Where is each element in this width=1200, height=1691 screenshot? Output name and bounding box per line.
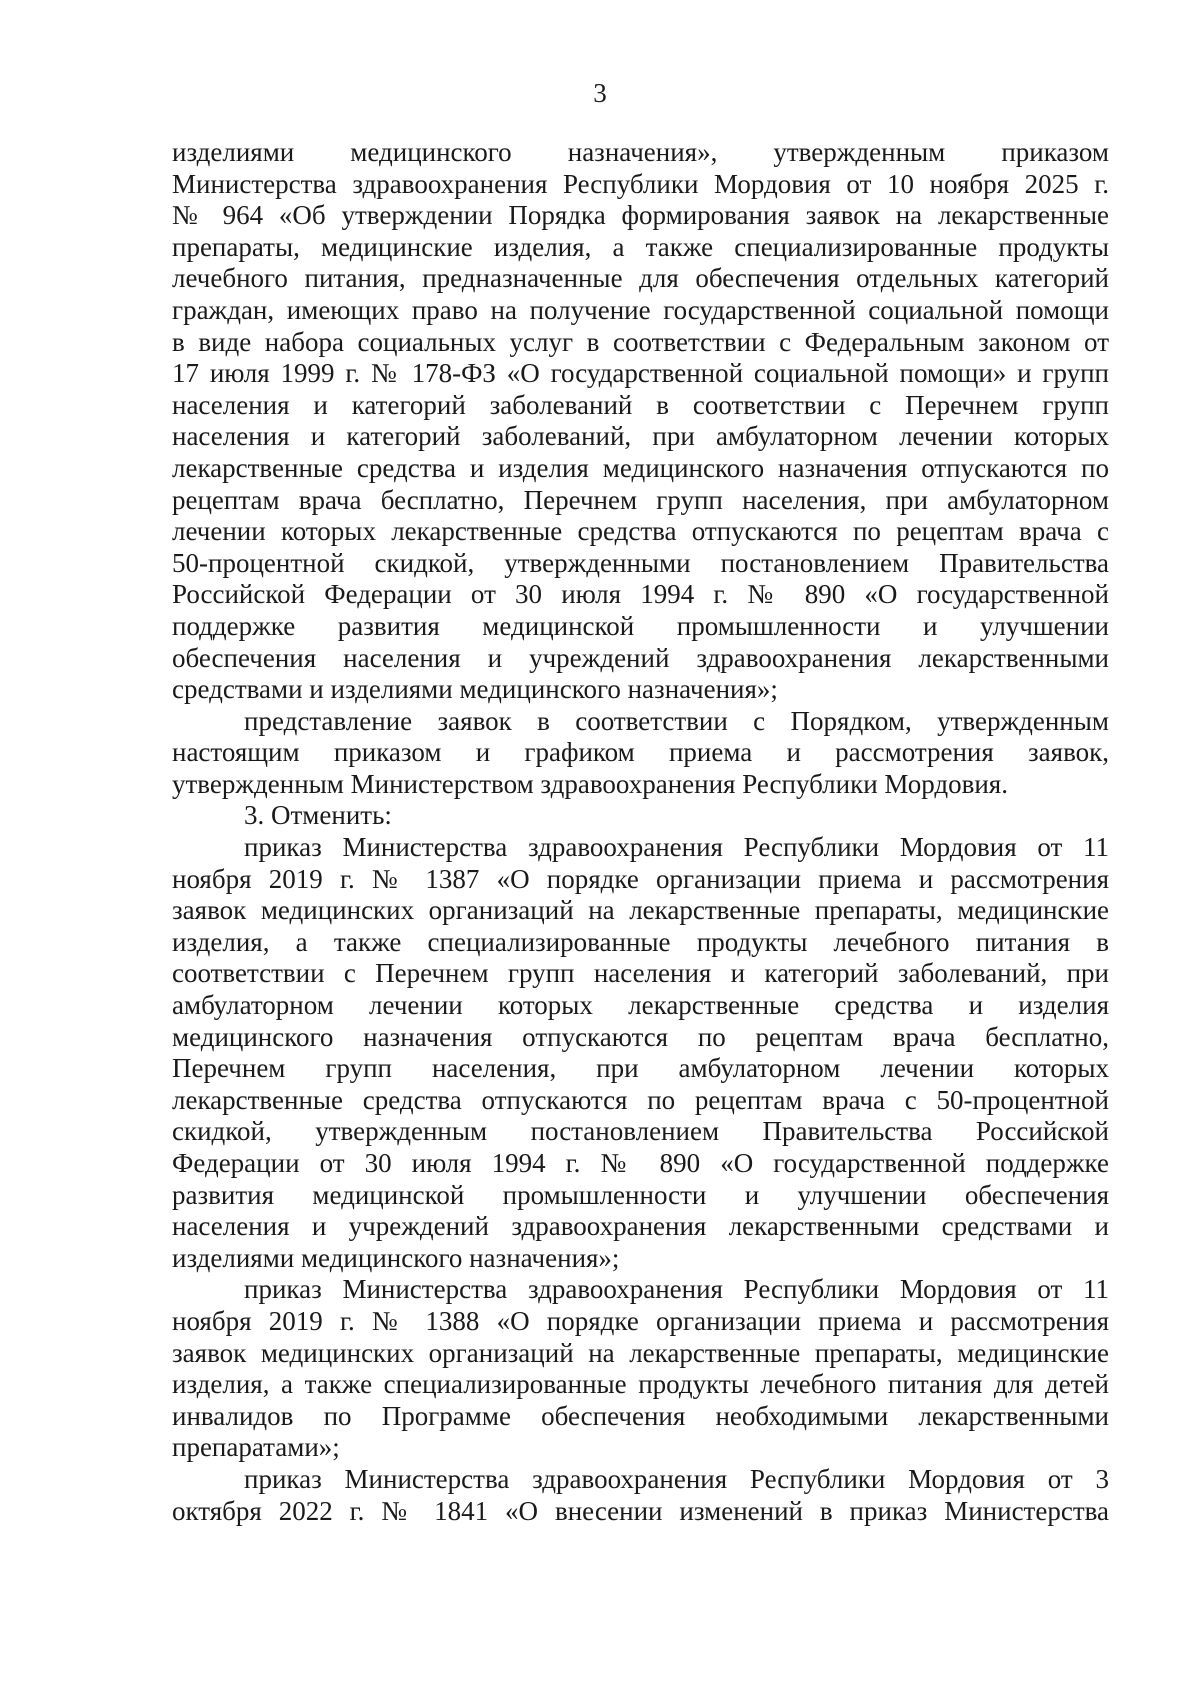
text-line: населения и категорий заболеваний, при амбулаторном лечении которых: [172, 421, 1109, 452]
text-line: соответствии с Перечнем групп населения и категорий заболеваний, при: [172, 958, 1109, 989]
text-line: инвалидов по Программе обеспечения необходимыми лекарственными: [172, 1400, 1109, 1431]
text-line: препаратами»;: [172, 1432, 340, 1463]
text-line: приказ Министерства здравоохранения Республики Мордовия от 3: [244, 1463, 1109, 1494]
text-line: развития медицинской промышленности и улучшении обеспечения: [172, 1179, 1109, 1210]
text-line: Федерации от 30 июля 1994 г. № 890 «О государственной поддержке: [172, 1148, 1109, 1178]
text-line: лекарственные средства отпускаются по рецептам врача с 50-процентной: [172, 1084, 1109, 1115]
text-line: изделия, а также специализированные продукты лечебного питания в: [172, 926, 1109, 957]
text-line: изделия, а также специализированные продукты лечебного питания для детей: [172, 1369, 1109, 1400]
text-line: поддержке развития медицинской промышленности и улучшении: [172, 610, 1109, 641]
text-line: лечении которых лекарственные средства отпускаются по рецептам врача с: [172, 516, 1109, 547]
text-line: Перечнем групп населения, при амбулаторном лечении которых: [172, 1053, 1109, 1084]
text-line: медицинского назначения отпускаются по рецептам врача бесплатно,: [172, 1021, 1109, 1052]
text-line: Министерства здравоохранения Республики Мордовия от 10 ноября 2025 г.: [172, 168, 1109, 199]
text-line: амбулаторном лечении которых лекарственные средства и изделия: [172, 990, 1109, 1021]
text-line: утвержденным Министерством здравоохранения Республики Мордовия.: [172, 768, 1008, 799]
document-body: [172, 137, 1109, 1527]
text-line: заявок медицинских организаций на лекарственные препараты, медицинские: [172, 895, 1109, 926]
text-line: населения и учреждений здравоохранения лекарственными средствами и: [172, 1211, 1109, 1242]
text-line: ноября 2019 г. № 1387 «О порядке организации приема и рассмотрения: [172, 863, 1109, 894]
text-line: представление заявок в соответствии с Порядком, утвержденным: [244, 705, 1109, 736]
text-line: лечебного питания, предназначенные для обеспечения отдельных категорий: [172, 263, 1109, 294]
text-line: препараты, медицинские изделия, а также специализированные продукты: [172, 231, 1109, 262]
text-line: настоящим приказом и графиком приема и рассмотрения заявок,: [172, 737, 1109, 768]
text-line: лекарственные средства и изделия медицинского назначения отпускаются по: [172, 452, 1109, 483]
text-line: населения и категорий заболеваний в соответствии с Перечнем групп: [172, 389, 1109, 420]
text-line: Российской Федерации от 30 июля 1994 г. № 890 «О государственной: [172, 579, 1109, 610]
text-line: в виде набора социальных услуг в соответствии с Федеральным законом от: [172, 326, 1109, 357]
text-line: приказ Министерства здравоохранения Республики Мордовия от 11: [244, 1274, 1109, 1305]
text-line: рецептам врача бесплатно, Перечнем групп населения, при амбулаторном: [172, 484, 1109, 515]
text-line: № 964 «Об утверждении Порядка формирования заявок на лекарственные: [172, 200, 1109, 231]
text-line: 50-процентной скидкой, утвержденными постановлением Правительства: [172, 547, 1109, 578]
text-line: 3. Отменить:: [244, 800, 392, 831]
text-line: октября 2022 г. № 1841 «О внесении изменений в приказ Министерства: [172, 1495, 1109, 1526]
text-line: 17 июля 1999 г. № 178-ФЗ «О государственной социальной помощи» и групп: [172, 358, 1109, 389]
text-line: изделиями медицинского назначения»;: [172, 1242, 620, 1273]
page-number: 3: [593, 78, 607, 108]
text-line: обеспечения населения и учреждений здравоохранения лекарственными: [172, 642, 1109, 673]
text-line: средствами и изделиями медицинского назначения»;: [172, 674, 778, 705]
text-line: изделиями медицинского назначения», утвержденным приказом: [172, 137, 1109, 167]
text-line: приказ Министерства здравоохранения Республики Мордовия от 11: [244, 832, 1109, 863]
text-line: заявок медицинских организаций на лекарственные препараты, медицинские: [172, 1337, 1109, 1368]
text-line: граждан, имеющих право на получение государственной социальной помощи: [172, 294, 1109, 325]
text-line: ноября 2019 г. № 1388 «О порядке организации приема и рассмотрения: [172, 1305, 1109, 1336]
text-line: скидкой, утвержденным постановлением Правительства Российской: [172, 1116, 1109, 1147]
